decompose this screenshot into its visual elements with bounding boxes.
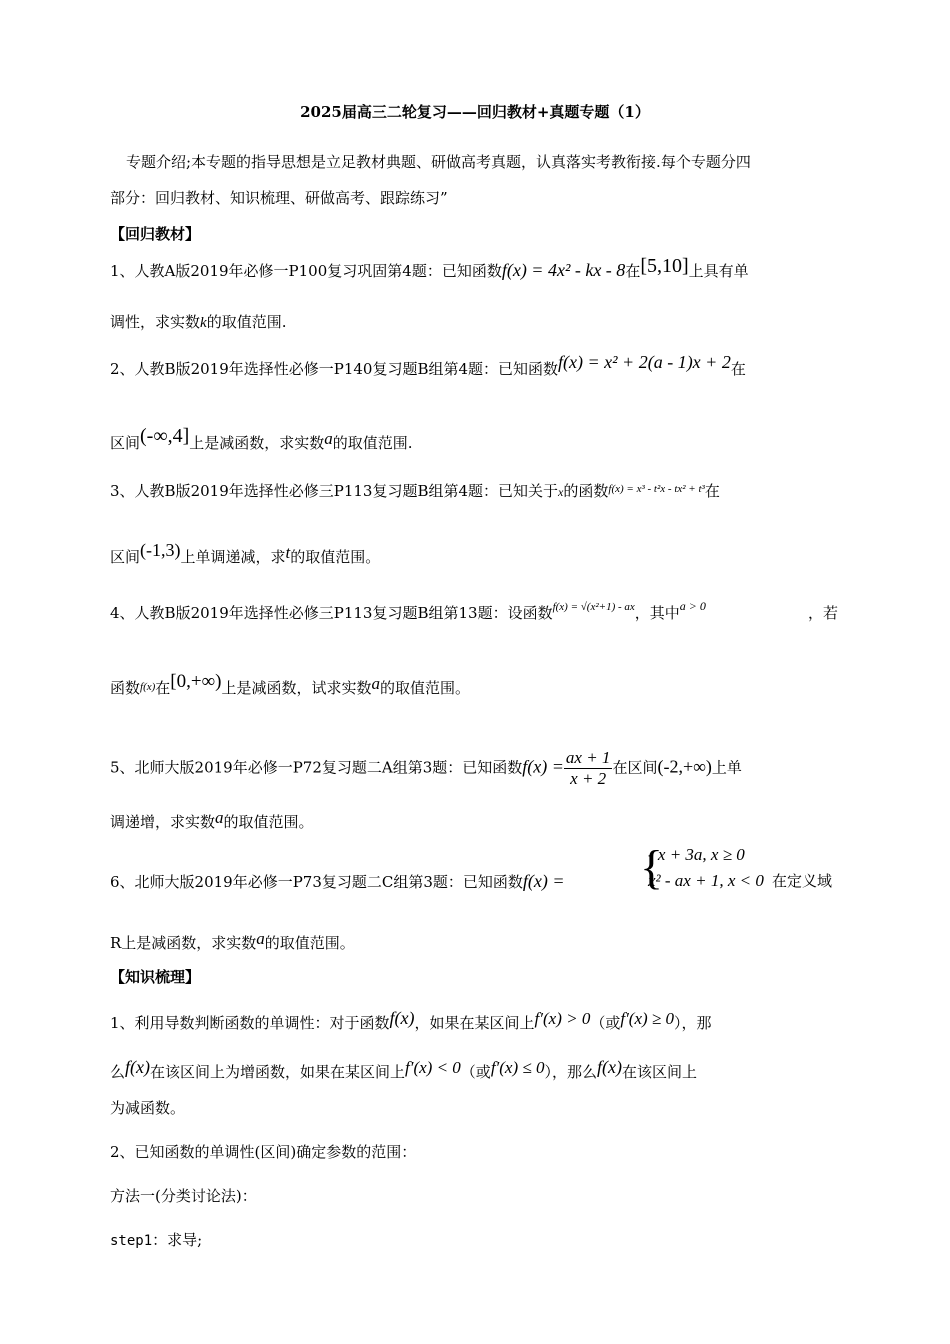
problem-3-text-c: 在 [704,482,720,500]
knowledge-1-text-h: （或 [460,1063,491,1081]
knowledge-1-text: 1、利用导数判断函数的单调性：对于函数 [110,1014,390,1032]
knowledge-1-condition-2: f′(x) < 0 [405,1058,461,1077]
knowledge-1-text-i: ），那么 [544,1063,597,1081]
problem-3-line-2 [110,540,381,567]
problem-2-interval: (-∞,4] [140,425,190,447]
problem-6-brace: { [640,841,664,894]
problem-5-text-d: 调递增，求实数 [110,813,216,831]
knowledge-1-condition-1: f′(x) > 0 [534,1009,591,1028]
problem-6-text-c: R上是减函数，求实数 [110,934,257,952]
problem-3-text-g: 的取值范围。 [290,548,381,566]
problem-5-text-e: 的取值范围。 [223,813,314,831]
problem-5-function-lhs: f(x) = [522,756,564,777]
knowledge-1-text-g: 在该区间上为增函数，如果在某区间上 [150,1063,406,1081]
problem-1-line-1 [110,255,749,281]
section-heading-textbook: 【回归教材】 [110,225,201,243]
step-1-label: step1 [110,1233,153,1249]
problem-6-case-1: - x + 3a, x ≥ 0 [648,845,745,864]
knowledge-1-line-1 [110,1008,712,1033]
problem-2-line-1 [110,352,746,379]
problem-5-text-c: 上单 [711,758,742,777]
intro-line-2: 部分：回归教材、知识梳理、研做高考、跟踪练习” [110,189,448,207]
problem-1-function: f(x) = 4x² - kx - 8 [501,260,626,280]
problem-6-variable: a [256,929,265,948]
problem-1-text-e: 的取值范围. [206,313,287,331]
problem-1-interval: [5,10] [640,255,689,277]
problem-5-line-1 [110,748,742,789]
step-1-text: ：求导; [152,1231,203,1249]
problem-5-line-2 [110,808,314,832]
problem-4-interval: [0,+∞) [170,671,222,692]
problem-4-text-d: 函数 [110,679,141,697]
knowledge-1-text-j: 在该区间上 [621,1063,697,1081]
problem-3-x: x [558,485,564,499]
knowledge-1-line-2 [110,1057,697,1082]
knowledge-2-heading: 2、已知函数的单调性(区间)确定参数的范围： [110,1143,417,1161]
knowledge-1-fx-2: f(x) [125,1057,150,1077]
problem-4-text-h: 的取值范围。 [379,679,470,697]
problem-6-case-2: x² - ax + 1, x < 0 [648,871,764,890]
problem-2-text-b: 在 [730,360,746,378]
problem-4-text-b: ，其中 [634,604,680,622]
problem-5-fraction [564,748,613,789]
knowledge-1-fx: f(x) [389,1008,415,1028]
knowledge-1-text-e: 么 [110,1063,126,1081]
problem-3-text-b: 的函数 [563,482,609,500]
problem-2-variable: a [324,429,333,448]
problem-3-interval: (-1,3) [140,540,181,560]
problem-4-fx: f(x) [140,681,156,693]
problem-2-text-d: 上是减函数，求实数 [189,434,325,452]
intro-line-1: 专题介绍;本专题的指导思想是立足教材典题、研做高考真题，认真落实考教衔接.每个专题分四 [126,153,751,171]
problem-4-function: f(x) = √(x²+1) - ax [552,601,635,613]
knowledge-1-text-b: ，如果在某区间上 [414,1014,535,1032]
problem-1-text: 1、人教A版2019年必修一P100复习巩固第4题：已知函数 [110,262,502,280]
knowledge-1-text-c: （或 [590,1014,621,1032]
problem-4-condition: a > 0 [679,599,706,613]
problem-4-line-1 [110,599,839,625]
problem-6-line-1 [110,871,565,892]
problem-2-text-c: 区间 [110,434,141,452]
knowledge-1-line-3: 为减函数。 [110,1099,186,1117]
problem-1-text-d: 调性，求实数 [110,313,201,331]
knowledge-1-condition-1b: f′(x) ≥ 0 [620,1009,674,1028]
problem-2-line-2 [110,425,413,453]
problem-2-text-e: 的取值范围. [332,434,413,452]
problem-4-variable: a [371,674,380,693]
problem-1-line-2 [110,312,286,333]
problem-3-text-e: 上单调递减，求 [180,548,286,566]
problem-5-denominator: x + 2 [570,769,607,788]
problem-2-text: 2、人教B版2019年选择性必修一P140复习题B组第4题：已知函数 [110,360,559,378]
problem-5-interval: (-2,+∞) [657,756,712,777]
method-1-heading: 方法一(分类讨论法)： [110,1187,257,1205]
problem-3-text: 3、人教B版2019年选择性必修三P113复习题B组第4题：已知关于 [110,482,559,500]
problem-1-text-b: 在 [625,262,641,280]
problem-5-text: 5、北师大版2019年必修一P72复习题二A组第3题：已知函数 [110,758,523,777]
problem-4-text-g: 上是减函数，试求实数 [221,679,372,697]
problem-1-text-c: 上具有单 [688,262,749,280]
knowledge-1-condition-2b: f′(x) ≤ 0 [490,1058,545,1077]
knowledge-1-fx-3: f(x) [596,1057,622,1077]
knowledge-1-text-d: ），那 [673,1014,712,1032]
problem-4-line-2 [110,671,470,700]
problem-6-line-2 [110,929,355,953]
problem-6-text: 6、北师大版2019年必修一P73复习题二C组第3题：已知函数 [110,873,523,891]
problem-4-text-c: ，若 [808,604,839,622]
section-heading-knowledge: 【知识梳理】 [110,968,201,986]
problem-1-variable: k [200,315,207,331]
problem-3-variable: t [285,543,291,562]
problem-4-text: 4、人教B版2019年选择性必修三P113复习题B组第13题：设函数 [110,604,553,622]
step-1-line [110,1230,202,1251]
problem-5-numerator: ax + 1 [565,748,611,767]
problem-3-text-d: 区间 [110,548,141,566]
problem-6-text-b: 在定义域 [772,872,833,890]
problem-5-variable: a [215,808,224,827]
problem-2-function: f(x) = x² + 2(a - 1)x + 2 [558,352,731,372]
problem-6-text-d: 的取值范围。 [264,934,355,952]
problem-3-line-1 [110,481,720,503]
problem-4-text-e: 在 [155,679,171,697]
problem-5-text-b: 在区间 [612,758,658,777]
problem-6-function-lhs: f(x) = [522,871,565,891]
page-title: 2025届高三二轮复习——回归教材+真题专题（1） [300,103,650,121]
problem-3-function: f(x) = x³ - t²x - tx² + t³ [608,483,705,495]
